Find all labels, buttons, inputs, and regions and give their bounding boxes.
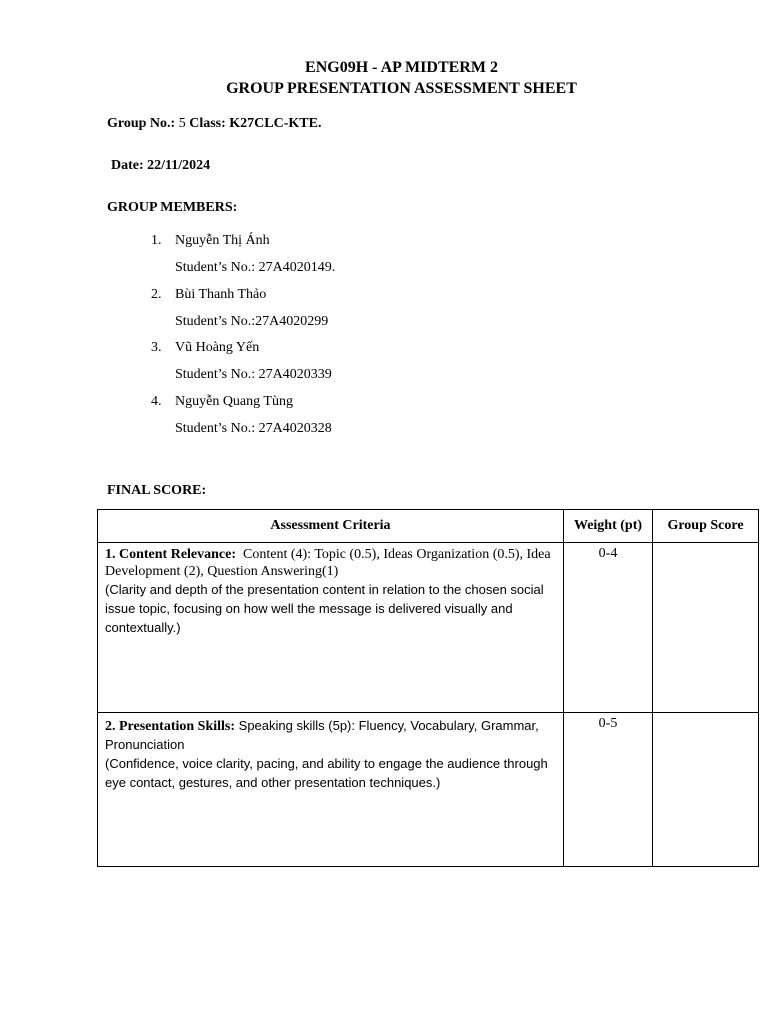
- member-1-name-row: [151, 232, 270, 250]
- member-name: Bùi Thanh Thảo: [175, 287, 267, 302]
- criteria-heading: [105, 716, 556, 754]
- final-score-heading: FINAL SCORE:: [107, 483, 207, 498]
- document-title-line-2: GROUP PRESENTATION ASSESSMENT SHEET: [226, 80, 577, 97]
- group-class-line: [107, 115, 321, 133]
- member-4-student-no: Student’s No.: 27A4020328: [175, 421, 332, 436]
- member-number: 1.: [151, 233, 162, 248]
- member-2-name-row: [151, 286, 266, 304]
- member-2-student-no: Student’s No.:27A4020299: [175, 314, 329, 329]
- member-number: 3.: [151, 340, 162, 355]
- document-title-line-1: ENG09H - AP MIDTERM 2: [305, 59, 498, 76]
- assessment-table: [97, 509, 759, 867]
- member-3-student-no: Student’s No.: 27A4020339: [175, 367, 332, 382]
- weight-cell: 0-5: [564, 713, 653, 867]
- criteria-description: (Clarity and depth of the presentation content in relation to the chosen social issue topic, focusing on how well the message is delivered visually and contextually.): [105, 582, 544, 635]
- member-number: 2.: [151, 287, 162, 302]
- criteria-heading: [105, 546, 556, 580]
- criteria-description: (Confidence, voice clarity, pacing, and ability to engage the audience through eye contact, gestures, and other presentation techniques.): [105, 756, 548, 790]
- table-row: [98, 713, 759, 867]
- date-line: Date: 22/11/2024: [111, 158, 211, 173]
- member-name: Vũ Hoàng Yến: [175, 340, 260, 355]
- group-value: 5: [178, 116, 186, 131]
- criteria-detail: Speaking skills (5p): Fluency, Vocabulary, Grammar, Pronunciation: [105, 718, 539, 752]
- group-label: Group No.:: [107, 116, 176, 131]
- group-score-cell[interactable]: [653, 543, 759, 713]
- criteria-detail: Content (4): Topic (0.5), Ideas Organization (0.5), Idea Development (2), Question Answering(1): [105, 547, 551, 579]
- table-row: [98, 543, 759, 713]
- member-1-student-no: Student’s No.: 27A4020149.: [175, 260, 336, 275]
- header-group-score: Group Score: [653, 510, 759, 543]
- group-score-cell[interactable]: [653, 713, 759, 867]
- member-3-name-row: [151, 339, 259, 357]
- member-name: Nguyễn Quang Tùng: [175, 394, 293, 409]
- class-label: Class: K27CLC-KTE.: [189, 116, 322, 131]
- member-number: 4.: [151, 394, 162, 409]
- criteria-cell: [98, 543, 564, 713]
- table-header-row: [98, 510, 759, 543]
- criteria-title: 1. Content Relevance:: [105, 547, 237, 562]
- member-name: Nguyễn Thị Ánh: [175, 233, 270, 248]
- criteria-cell: [98, 713, 564, 867]
- group-members-heading: GROUP MEMBERS:: [107, 200, 238, 215]
- header-weight: Weight (pt): [564, 510, 653, 543]
- weight-cell: 0-4: [564, 543, 653, 713]
- member-4-name-row: [151, 393, 293, 411]
- header-assessment-criteria: Assessment Criteria: [98, 510, 564, 543]
- criteria-title: 2. Presentation Skills:: [105, 719, 236, 734]
